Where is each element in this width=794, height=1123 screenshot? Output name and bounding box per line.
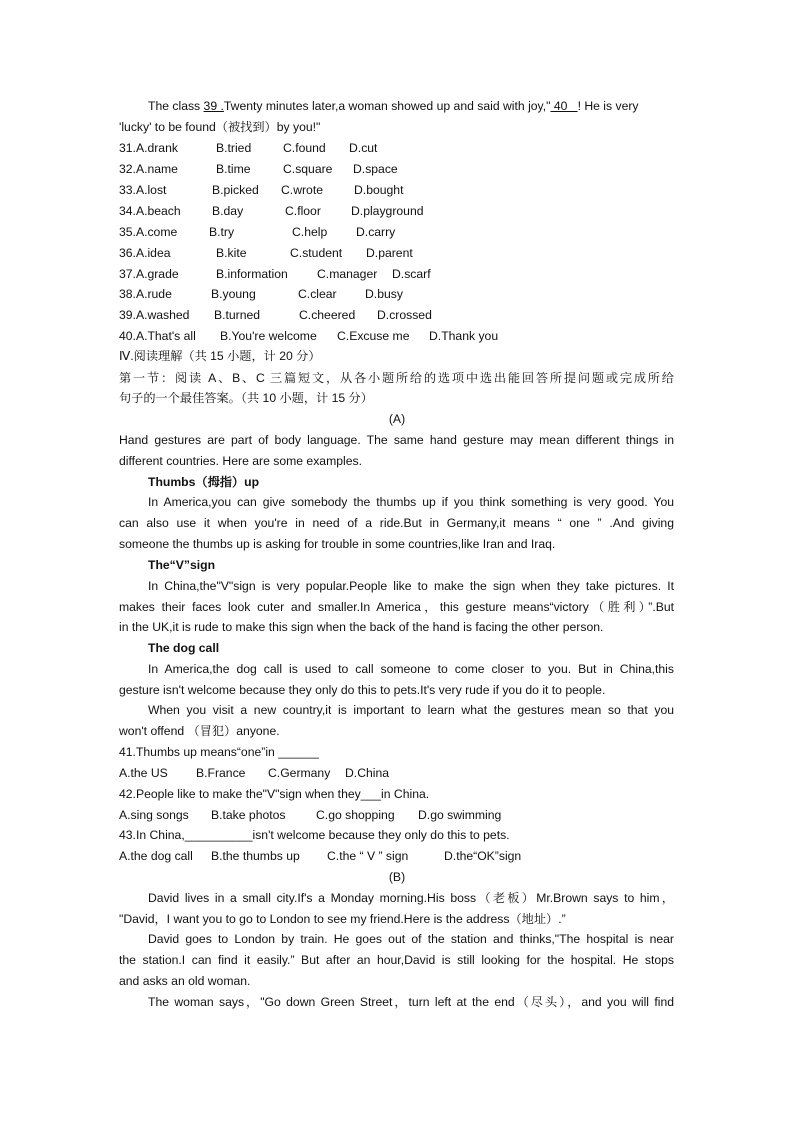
option-b: B.tried: [216, 141, 252, 155]
option-number-a: 31.A.drank: [119, 141, 178, 155]
section-instruction-line-1: 第一节：阅读 A、B、C 三篇短文，从各小题所给的选项中选出能回答所提问题或完成所给: [119, 371, 674, 385]
option-d: D.carry: [356, 225, 396, 239]
option-number-a: 33.A.lost: [119, 183, 167, 197]
cloze-passage-line-1: [148, 96, 639, 116]
answer-option: C.go shopping: [316, 808, 395, 822]
paragraph-line: won't offend （冒犯）anyone.: [119, 724, 280, 738]
option-number-a: 39.A.washed: [119, 308, 190, 322]
heading-v-sign: The“V”sign: [148, 558, 216, 572]
paragraph-line: and asks an old woman.: [119, 974, 251, 988]
paragraph-line: can also use it when you're in need of a ride.But in Germany,it means “ one ” .And giving: [119, 516, 674, 530]
paragraph-line: gesture isn't welcome because they only do this to pets.It's very rude if you do it to people.: [119, 683, 606, 697]
option-number-a: 34.A.beach: [119, 204, 181, 218]
option-c: C.floor: [285, 204, 321, 218]
answer-option: B.the thumbs up: [211, 849, 300, 863]
text-fragment: Twenty minutes later,a woman showed up and said with joy,": [223, 99, 551, 113]
paragraph-line: When you visit a new country,it is important to learn what the gestures mean so that you: [148, 703, 674, 717]
option-d: D.busy: [365, 287, 403, 301]
paragraph-line: In China,the"V"sign is very popular.People like to make the sign when they take pictures. It: [148, 579, 674, 593]
option-number-a: 37.A.grade: [119, 267, 179, 281]
question-41: 41.Thumbs up means“one”in ______: [119, 745, 319, 759]
answer-option: B.take photos: [211, 808, 286, 822]
answer-option: D.the“OK”sign: [444, 849, 522, 863]
question-43: 43.In China,__________isn't welcome because they only do this to pets.: [119, 828, 510, 842]
answer-option: B.France: [196, 766, 246, 780]
paragraph-line: "David，I want you to go to London to see my friend.Here is the address（地址）.”: [119, 912, 566, 926]
paragraph-line: In America,the dog call is used to call someone to come closer to you. But in China,this: [148, 662, 674, 676]
option-number-a: 38.A.rude: [119, 287, 172, 301]
paragraph-line: in the UK,it is rude to make this sign when the back of the hand is facing the other person.: [119, 620, 604, 634]
option-c: C.student: [290, 246, 343, 260]
paragraph-line: David lives in a small city.If's a Monday morning.His boss（老板）Mr.Brown says to him，: [148, 891, 674, 905]
passage-a-intro-2: different countries. Here are some examples.: [119, 454, 362, 468]
heading-dog-call: The dog call: [148, 641, 220, 655]
option-b: B.picked: [212, 183, 259, 197]
answer-option: C.the “ V ” sign: [327, 849, 409, 863]
text-fragment: The class: [148, 99, 204, 113]
option-c: C.square: [283, 162, 333, 176]
answer-option: D.go swimming: [418, 808, 502, 822]
answer-option: A.the dog call: [119, 849, 193, 863]
blank-39: 39 .: [203, 99, 224, 113]
cloze-passage-line-2: 'lucky' to be found（被找到）by you!": [119, 120, 321, 134]
option-d: D.scarf: [392, 267, 431, 281]
paragraph-line: makes their faces look cuter and smaller.In America，this gesture means“victory（胜利）”.But: [119, 600, 674, 614]
paragraph-line: the station.I can find it easily.” But after an hour,David is still looking for the hospital. He stops: [119, 953, 674, 967]
option-number-a: 35.A.come: [119, 225, 178, 239]
option-b: B.information: [216, 267, 288, 281]
answer-option: A.the US: [119, 766, 168, 780]
option-b: B.try: [209, 225, 235, 239]
option-d: D.Thank you: [429, 329, 499, 343]
option-number-a: 36.A.idea: [119, 246, 171, 260]
option-d: D.crossed: [377, 308, 432, 322]
passage-b-label: (B): [388, 870, 406, 884]
option-c: C.manager: [317, 267, 378, 281]
option-c: C.clear: [298, 287, 337, 301]
passage-a-label: (A): [388, 412, 406, 426]
heading-thumbs-up: Thumbs（拇指）up: [148, 475, 260, 489]
option-b: B.turned: [214, 308, 261, 322]
option-d: D.cut: [349, 141, 378, 155]
option-d: D.bought: [354, 183, 404, 197]
passage-a-intro-1: Hand gestures are part of body language. The same hand gesture may mean different things in: [119, 433, 674, 447]
option-b: B.time: [216, 162, 251, 176]
paragraph-line: someone the thumbs up is asking for trouble in some countries,like Iran and Iraq.: [119, 537, 556, 551]
option-d: D.space: [353, 162, 398, 176]
section-instruction-line-2: 句子的一个最佳答案。（共 10 小题，计 15 分）: [119, 391, 373, 405]
option-b: B.young: [211, 287, 256, 301]
option-number-a: 32.A.name: [119, 162, 178, 176]
option-b: B.day: [212, 204, 244, 218]
option-d: D.playground: [351, 204, 424, 218]
text-fragment: ! He is very: [577, 99, 639, 113]
question-42: 42.People like to make the"V"sign when they___in China.: [119, 787, 430, 801]
option-c: C.Excuse me: [337, 329, 410, 343]
paragraph-line: The woman says，"Go down Green Street，turn left at the end（尽头），and you will find: [148, 995, 674, 1009]
answer-option: A.sing songs: [119, 808, 189, 822]
section-title: Ⅳ.阅读理解（共 15 小题，计 20 分）: [119, 349, 321, 363]
option-c: C.help: [292, 225, 328, 239]
blank-40: 40: [550, 99, 578, 113]
option-b: B.kite: [216, 246, 247, 260]
option-b: B.You're welcome: [220, 329, 317, 343]
option-number-a: 40.A.That's all: [119, 329, 196, 343]
option-c: C.wrote: [281, 183, 323, 197]
paragraph-line: David goes to London by train. He goes out of the station and thinks,"The hospital is near: [148, 932, 674, 946]
option-c: C.found: [283, 141, 326, 155]
option-c: C.cheered: [299, 308, 356, 322]
paragraph-line: In America,you can give somebody the thumbs up if you think something is very good. You: [148, 495, 674, 509]
option-d: D.parent: [366, 246, 413, 260]
answer-option: D.China: [345, 766, 390, 780]
answer-option: C.Germany: [268, 766, 331, 780]
